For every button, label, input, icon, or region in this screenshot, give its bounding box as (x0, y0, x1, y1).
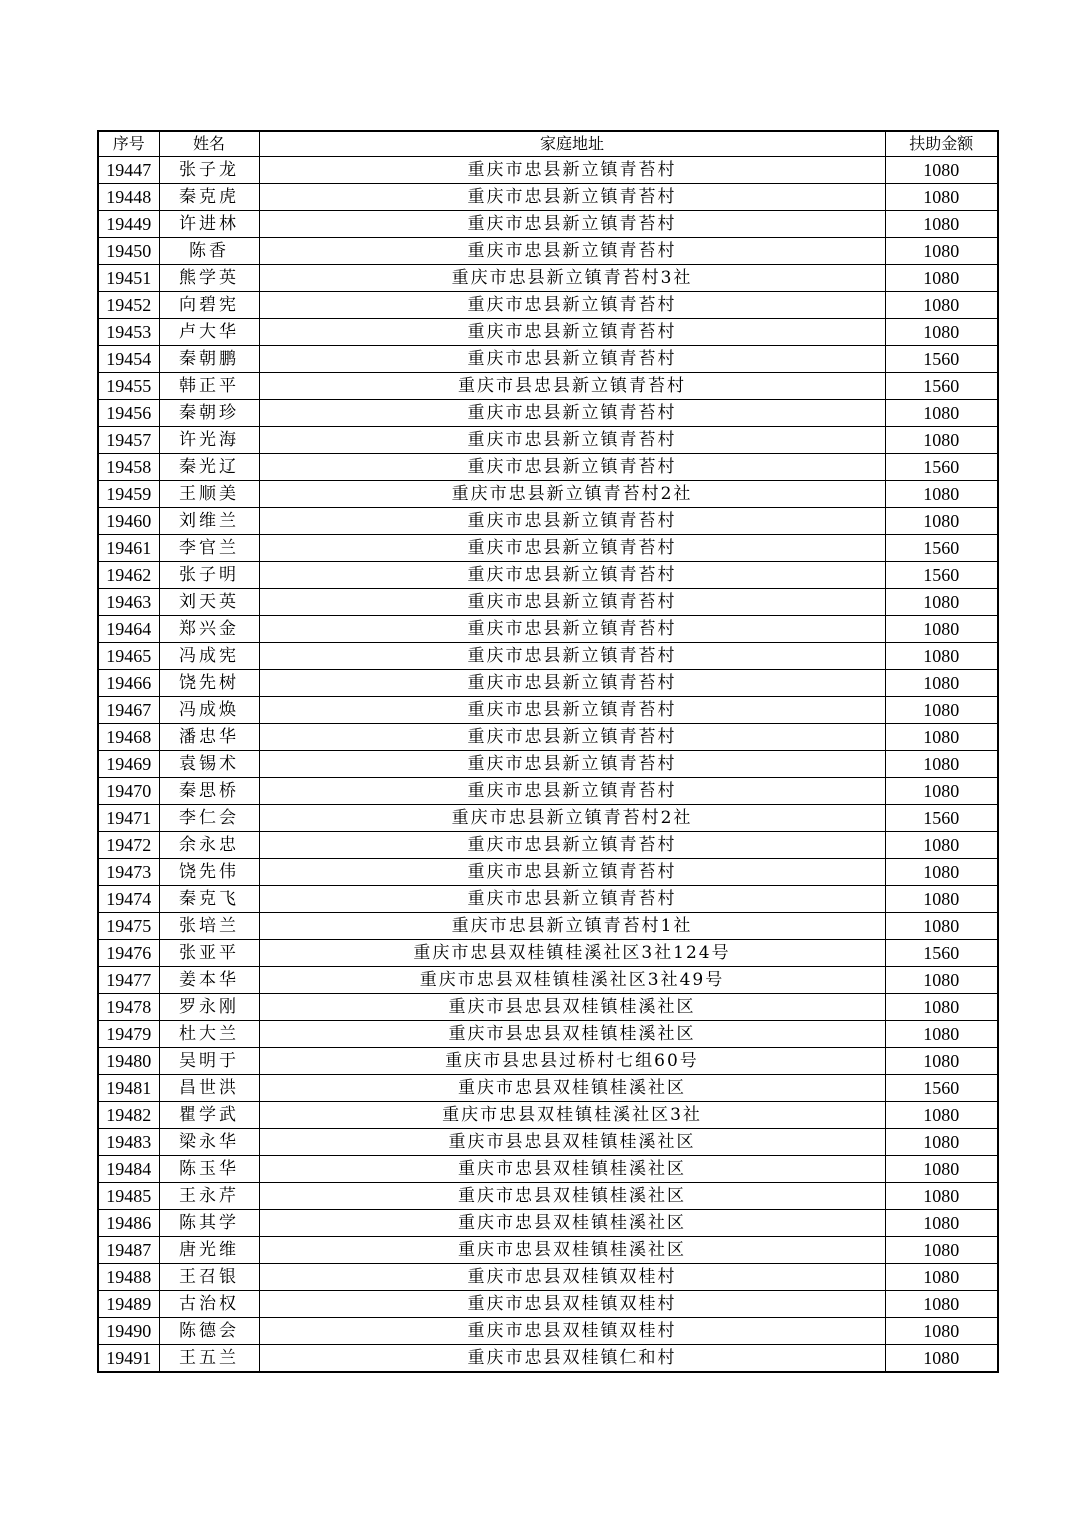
row-name-cell: 昌世洪 (159, 1075, 259, 1102)
row-address-cell: 重庆市忠县新立镇青苔村 (259, 238, 885, 265)
row-amount-cell: 1080 (885, 724, 998, 751)
row-address-cell: 重庆市忠县新立镇青苔村 (259, 184, 885, 211)
table-row (98, 670, 998, 697)
row-amount-cell: 1080 (885, 616, 998, 643)
row-name-cell: 张亚平 (159, 940, 259, 967)
row-name-cell: 张子龙 (159, 157, 259, 184)
table-row (98, 616, 998, 643)
row-amount-cell: 1560 (885, 1075, 998, 1102)
row-amount-cell: 1080 (885, 994, 998, 1021)
row-address-cell: 重庆市忠县新立镇青苔村2社 (259, 481, 885, 508)
row-amount-cell: 1080 (885, 751, 998, 778)
table-row (98, 562, 998, 589)
row-id-cell: 19466 (98, 670, 159, 697)
row-name-cell: 熊学英 (159, 265, 259, 292)
table-row (98, 1048, 998, 1075)
row-address-cell: 重庆市县忠县过桥村七组60号 (259, 1048, 885, 1075)
row-amount-cell: 1080 (885, 1183, 998, 1210)
row-address-cell: 重庆市忠县新立镇青苔村 (259, 886, 885, 913)
row-name-cell: 唐光维 (159, 1237, 259, 1264)
row-amount-cell: 1080 (885, 481, 998, 508)
table-row (98, 1156, 998, 1183)
row-amount-cell: 1080 (885, 238, 998, 265)
row-name-cell: 王五兰 (159, 1345, 259, 1373)
row-address-cell: 重庆市忠县新立镇青苔村 (259, 508, 885, 535)
table-row (98, 1210, 998, 1237)
row-name-cell: 刘天英 (159, 589, 259, 616)
row-amount-cell: 1080 (885, 427, 998, 454)
table-row (98, 184, 998, 211)
row-id-cell: 19465 (98, 643, 159, 670)
table-row (98, 481, 998, 508)
row-amount-cell: 1560 (885, 454, 998, 481)
row-amount-cell: 1080 (885, 778, 998, 805)
row-id-cell: 19473 (98, 859, 159, 886)
header-address: 家庭地址 (259, 131, 885, 157)
row-id-cell: 19451 (98, 265, 159, 292)
row-name-cell: 李官兰 (159, 535, 259, 562)
row-name-cell: 陈玉华 (159, 1156, 259, 1183)
table-row (98, 1129, 998, 1156)
table-row (98, 508, 998, 535)
row-name-cell: 秦思桥 (159, 778, 259, 805)
table-row (98, 778, 998, 805)
table-row (98, 724, 998, 751)
table-row (98, 859, 998, 886)
row-id-cell: 19475 (98, 913, 159, 940)
table-row (98, 454, 998, 481)
table-row (98, 1021, 998, 1048)
row-amount-cell: 1080 (885, 886, 998, 913)
row-amount-cell: 1080 (885, 1156, 998, 1183)
row-address-cell: 重庆市忠县双桂镇双桂村 (259, 1318, 885, 1345)
row-amount-cell: 1080 (885, 697, 998, 724)
row-id-cell: 19472 (98, 832, 159, 859)
row-amount-cell: 1560 (885, 805, 998, 832)
row-amount-cell: 1080 (885, 157, 998, 184)
row-amount-cell: 1560 (885, 562, 998, 589)
table-row (98, 913, 998, 940)
row-name-cell: 秦光辽 (159, 454, 259, 481)
row-id-cell: 19462 (98, 562, 159, 589)
row-name-cell: 向碧宪 (159, 292, 259, 319)
row-address-cell: 重庆市忠县双桂镇仁和村 (259, 1345, 885, 1373)
row-id-cell: 19461 (98, 535, 159, 562)
table-row (98, 967, 998, 994)
row-amount-cell: 1080 (885, 670, 998, 697)
row-name-cell: 许进林 (159, 211, 259, 238)
row-address-cell: 重庆市忠县新立镇青苔村 (259, 535, 885, 562)
row-amount-cell: 1080 (885, 1048, 998, 1075)
row-name-cell: 饶先伟 (159, 859, 259, 886)
row-address-cell: 重庆市忠县双桂镇桂溪社区 (259, 1237, 885, 1264)
table-row (98, 1264, 998, 1291)
row-name-cell: 余永忠 (159, 832, 259, 859)
row-address-cell: 重庆市忠县新立镇青苔村 (259, 211, 885, 238)
row-name-cell: 许光海 (159, 427, 259, 454)
row-id-cell: 19477 (98, 967, 159, 994)
row-name-cell: 冯成宪 (159, 643, 259, 670)
row-id-cell: 19485 (98, 1183, 159, 1210)
row-name-cell: 吴明于 (159, 1048, 259, 1075)
table-row (98, 319, 998, 346)
row-address-cell: 重庆市忠县双桂镇桂溪社区3社124号 (259, 940, 885, 967)
row-amount-cell: 1080 (885, 1102, 998, 1129)
row-name-cell: 饶先树 (159, 670, 259, 697)
row-id-cell: 19463 (98, 589, 159, 616)
row-id-cell: 19474 (98, 886, 159, 913)
row-amount-cell: 1080 (885, 913, 998, 940)
table-row (98, 589, 998, 616)
row-name-cell: 罗永刚 (159, 994, 259, 1021)
row-name-cell: 郑兴金 (159, 616, 259, 643)
row-amount-cell: 1080 (885, 1264, 998, 1291)
row-amount-cell: 1560 (885, 346, 998, 373)
row-name-cell: 袁锡术 (159, 751, 259, 778)
row-id-cell: 19481 (98, 1075, 159, 1102)
row-name-cell: 秦克飞 (159, 886, 259, 913)
row-address-cell: 重庆市忠县双桂镇桂溪社区 (259, 1210, 885, 1237)
row-id-cell: 19471 (98, 805, 159, 832)
table-row (98, 346, 998, 373)
header-row (98, 131, 998, 157)
row-name-cell: 姜本华 (159, 967, 259, 994)
row-amount-cell: 1080 (885, 1291, 998, 1318)
header-name: 姓名 (159, 131, 259, 157)
row-amount-cell: 1080 (885, 859, 998, 886)
table-row (98, 805, 998, 832)
table-row (98, 400, 998, 427)
row-id-cell: 19453 (98, 319, 159, 346)
row-amount-cell: 1080 (885, 1210, 998, 1237)
table-row (98, 427, 998, 454)
row-address-cell: 重庆市县忠县新立镇青苔村 (259, 373, 885, 400)
row-address-cell: 重庆市县忠县双桂镇桂溪社区 (259, 1129, 885, 1156)
table-row (98, 373, 998, 400)
row-address-cell: 重庆市忠县新立镇青苔村 (259, 724, 885, 751)
row-name-cell: 李仁会 (159, 805, 259, 832)
row-address-cell: 重庆市忠县新立镇青苔村 (259, 643, 885, 670)
row-amount-cell: 1080 (885, 1318, 998, 1345)
row-amount-cell: 1080 (885, 292, 998, 319)
row-address-cell: 重庆市忠县新立镇青苔村 (259, 697, 885, 724)
row-address-cell: 重庆市忠县新立镇青苔村 (259, 859, 885, 886)
table-row (98, 886, 998, 913)
row-id-cell: 19469 (98, 751, 159, 778)
row-address-cell: 重庆市忠县新立镇青苔村 (259, 319, 885, 346)
table-row (98, 940, 998, 967)
row-amount-cell: 1080 (885, 211, 998, 238)
row-address-cell: 重庆市忠县双桂镇桂溪社区 (259, 1075, 885, 1102)
table-row (98, 211, 998, 238)
row-id-cell: 19486 (98, 1210, 159, 1237)
row-address-cell: 重庆市忠县新立镇青苔村 (259, 751, 885, 778)
row-name-cell: 王永芹 (159, 1183, 259, 1210)
assistance-table (97, 130, 999, 1373)
header-id: 序号 (98, 131, 159, 157)
table-row (98, 292, 998, 319)
row-id-cell: 19484 (98, 1156, 159, 1183)
row-name-cell: 卢大华 (159, 319, 259, 346)
row-id-cell: 19480 (98, 1048, 159, 1075)
table-row (98, 697, 998, 724)
row-address-cell: 重庆市忠县新立镇青苔村 (259, 616, 885, 643)
row-id-cell: 19468 (98, 724, 159, 751)
row-name-cell: 梁永华 (159, 1129, 259, 1156)
row-address-cell: 重庆市忠县新立镇青苔村 (259, 427, 885, 454)
row-id-cell: 19467 (98, 697, 159, 724)
row-id-cell: 19489 (98, 1291, 159, 1318)
row-id-cell: 19450 (98, 238, 159, 265)
table-body (98, 157, 998, 1373)
row-address-cell: 重庆市忠县双桂镇桂溪社区3社 (259, 1102, 885, 1129)
row-amount-cell: 1080 (885, 643, 998, 670)
table-row (98, 994, 998, 1021)
row-name-cell: 张培兰 (159, 913, 259, 940)
table-row (98, 1345, 998, 1373)
row-amount-cell: 1560 (885, 940, 998, 967)
row-name-cell: 冯成焕 (159, 697, 259, 724)
row-address-cell: 重庆市忠县新立镇青苔村 (259, 400, 885, 427)
row-amount-cell: 1080 (885, 508, 998, 535)
row-address-cell: 重庆市忠县新立镇青苔村 (259, 157, 885, 184)
table-row (98, 832, 998, 859)
table-row (98, 1291, 998, 1318)
row-name-cell: 潘忠华 (159, 724, 259, 751)
table-row (98, 643, 998, 670)
row-name-cell: 张子明 (159, 562, 259, 589)
table-row (98, 265, 998, 292)
row-address-cell: 重庆市忠县新立镇青苔村2社 (259, 805, 885, 832)
row-name-cell: 韩正平 (159, 373, 259, 400)
row-name-cell: 瞿学武 (159, 1102, 259, 1129)
table-row (98, 535, 998, 562)
row-name-cell: 王召银 (159, 1264, 259, 1291)
row-address-cell: 重庆市忠县双桂镇桂溪社区 (259, 1156, 885, 1183)
row-amount-cell: 1560 (885, 535, 998, 562)
row-address-cell: 重庆市忠县新立镇青苔村 (259, 454, 885, 481)
row-name-cell: 杜大兰 (159, 1021, 259, 1048)
row-address-cell: 重庆市忠县新立镇青苔村 (259, 832, 885, 859)
row-id-cell: 19482 (98, 1102, 159, 1129)
table-header (98, 131, 998, 157)
table-row (98, 1318, 998, 1345)
table-row (98, 1075, 998, 1102)
row-name-cell: 陈德会 (159, 1318, 259, 1345)
row-id-cell: 19455 (98, 373, 159, 400)
row-address-cell: 重庆市忠县新立镇青苔村3社 (259, 265, 885, 292)
row-address-cell: 重庆市县忠县双桂镇桂溪社区 (259, 1021, 885, 1048)
row-amount-cell: 1080 (885, 1129, 998, 1156)
row-id-cell: 19447 (98, 157, 159, 184)
row-address-cell: 重庆市忠县双桂镇桂溪社区 (259, 1183, 885, 1210)
row-id-cell: 19483 (98, 1129, 159, 1156)
row-name-cell: 刘维兰 (159, 508, 259, 535)
row-address-cell: 重庆市忠县新立镇青苔村 (259, 589, 885, 616)
row-amount-cell: 1080 (885, 967, 998, 994)
row-id-cell: 19460 (98, 508, 159, 535)
row-address-cell: 重庆市忠县双桂镇双桂村 (259, 1291, 885, 1318)
row-id-cell: 19452 (98, 292, 159, 319)
row-id-cell: 19478 (98, 994, 159, 1021)
table-row (98, 1183, 998, 1210)
row-name-cell: 王顺美 (159, 481, 259, 508)
row-address-cell: 重庆市忠县新立镇青苔村 (259, 346, 885, 373)
row-amount-cell: 1080 (885, 319, 998, 346)
row-amount-cell: 1080 (885, 400, 998, 427)
row-name-cell: 古治权 (159, 1291, 259, 1318)
row-id-cell: 19491 (98, 1345, 159, 1373)
row-address-cell: 重庆市忠县双桂镇双桂村 (259, 1264, 885, 1291)
row-amount-cell: 1080 (885, 1237, 998, 1264)
row-name-cell: 秦朝珍 (159, 400, 259, 427)
table-row (98, 238, 998, 265)
row-amount-cell: 1080 (885, 184, 998, 211)
row-id-cell: 19479 (98, 1021, 159, 1048)
row-address-cell: 重庆市忠县新立镇青苔村1社 (259, 913, 885, 940)
row-name-cell: 秦朝鹏 (159, 346, 259, 373)
table-row (98, 157, 998, 184)
row-name-cell: 秦克虎 (159, 184, 259, 211)
row-name-cell: 陈其学 (159, 1210, 259, 1237)
row-id-cell: 19458 (98, 454, 159, 481)
row-id-cell: 19456 (98, 400, 159, 427)
row-id-cell: 19464 (98, 616, 159, 643)
row-name-cell: 陈香 (159, 238, 259, 265)
row-amount-cell: 1080 (885, 265, 998, 292)
row-id-cell: 19476 (98, 940, 159, 967)
row-id-cell: 19490 (98, 1318, 159, 1345)
row-amount-cell: 1080 (885, 1021, 998, 1048)
row-id-cell: 19448 (98, 184, 159, 211)
row-amount-cell: 1080 (885, 589, 998, 616)
row-id-cell: 19454 (98, 346, 159, 373)
header-amount: 扶助金额 (885, 131, 998, 157)
table-row (98, 1237, 998, 1264)
row-address-cell: 重庆市忠县双桂镇桂溪社区3社49号 (259, 967, 885, 994)
row-amount-cell: 1080 (885, 832, 998, 859)
row-id-cell: 19449 (98, 211, 159, 238)
row-address-cell: 重庆市忠县新立镇青苔村 (259, 292, 885, 319)
row-amount-cell: 1080 (885, 1345, 998, 1373)
row-id-cell: 19487 (98, 1237, 159, 1264)
row-amount-cell: 1560 (885, 373, 998, 400)
row-id-cell: 19488 (98, 1264, 159, 1291)
row-address-cell: 重庆市忠县新立镇青苔村 (259, 670, 885, 697)
row-address-cell: 重庆市县忠县双桂镇桂溪社区 (259, 994, 885, 1021)
row-address-cell: 重庆市忠县新立镇青苔村 (259, 562, 885, 589)
row-address-cell: 重庆市忠县新立镇青苔村 (259, 778, 885, 805)
table-row (98, 1102, 998, 1129)
table-row (98, 751, 998, 778)
row-id-cell: 19459 (98, 481, 159, 508)
row-id-cell: 19470 (98, 778, 159, 805)
row-id-cell: 19457 (98, 427, 159, 454)
